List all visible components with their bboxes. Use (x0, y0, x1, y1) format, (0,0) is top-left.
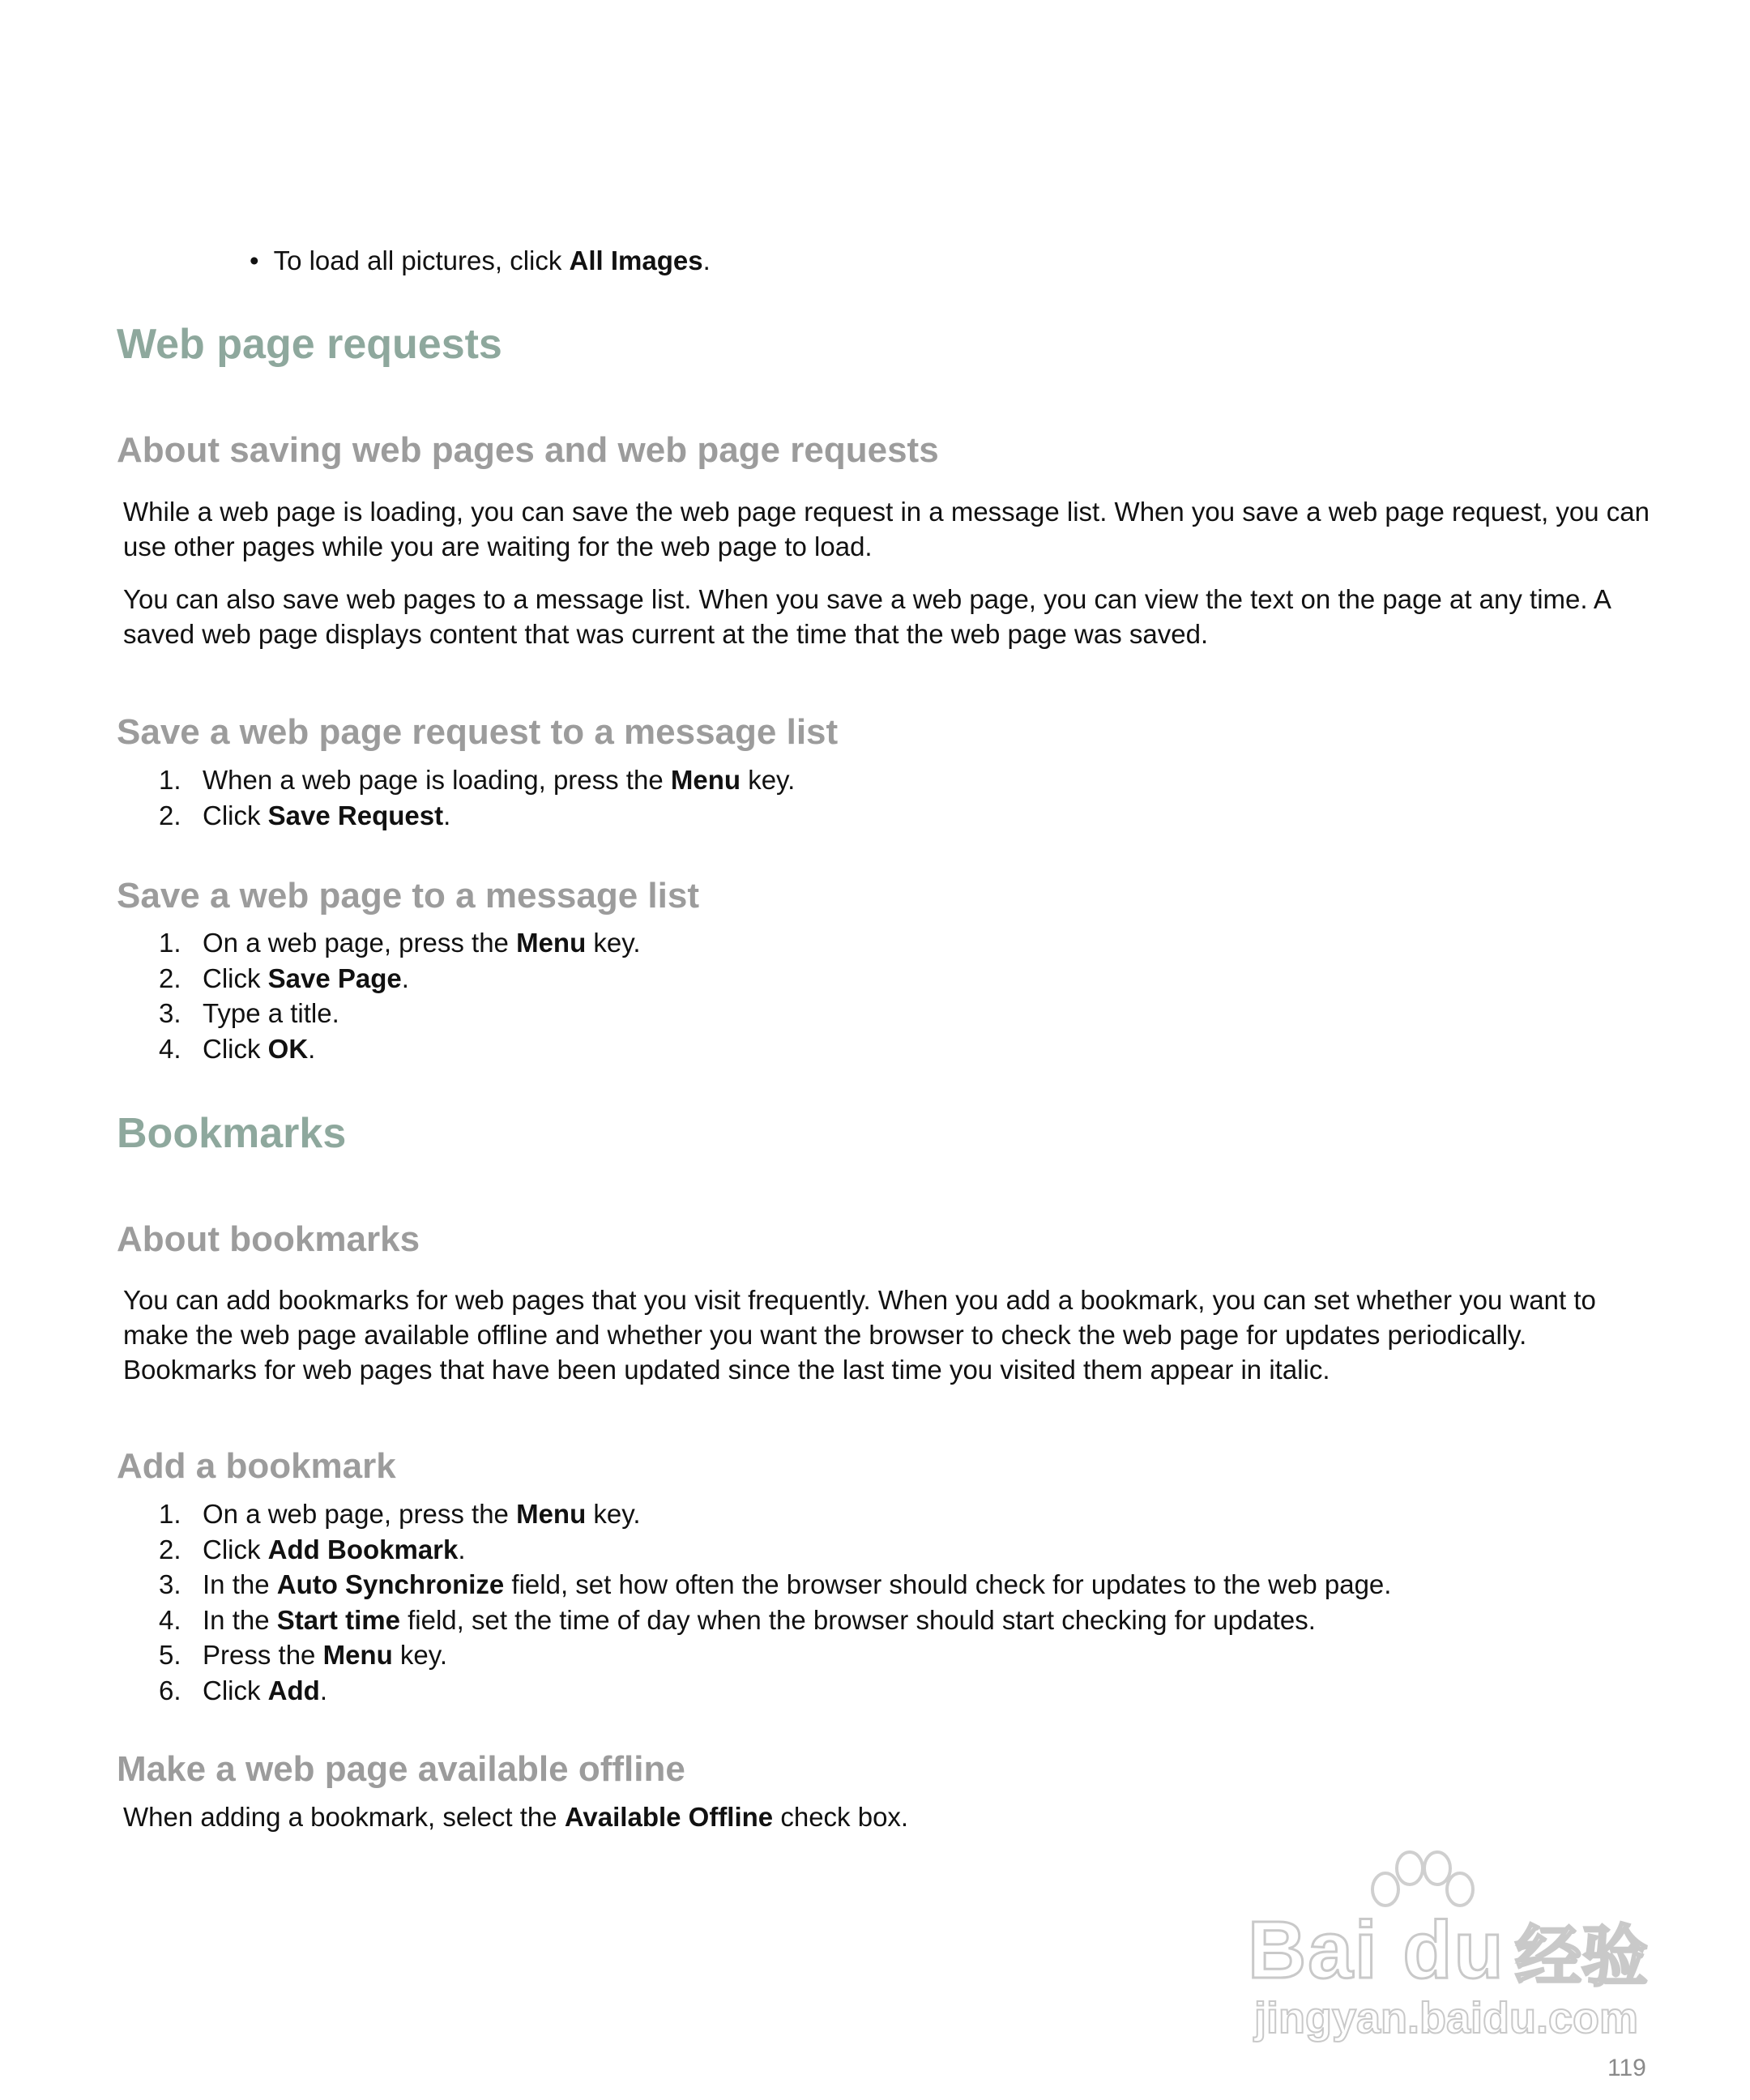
bullet-icon: • (250, 245, 259, 275)
list-item: 1. On a web page, press the Menu key. (159, 928, 641, 958)
para-about-bookmarks: You can add bookmarks for web pages that you visit frequently. When you add a bookmark, you can set whether you want to make the web page available offline and whether you want the browser to check the web page for updates periodically. Bookmarks for web pages that have been updated since the last time you visited them appear in italic. (123, 1285, 1596, 1385)
list-item: 4. In the Start time field, set the time of day when the browser should start checking for updates. (159, 1604, 1316, 1635)
list-item: 2. Click Add Bookmark. (159, 1534, 466, 1564)
para-saving-requests: While a web page is loading, you can save the web page request in a message list. When you save a web page request, you can use other pages while you are waiting for the web page to load. (123, 497, 1650, 561)
heading-add-bookmark: Add a bookmark (117, 1446, 396, 1486)
heading-web-page-requests: Web page requests (117, 321, 502, 368)
watermark-brand: Bai du (1248, 1905, 1505, 1995)
list-item: 3. Type a title. (159, 998, 339, 1028)
watermark-cn: 经验 (1515, 1920, 1649, 1994)
list-item: 6. Click Add. (159, 1675, 327, 1705)
heading-available-offline: Make a web page available offline (117, 1749, 685, 1789)
list-item: 1. When a web page is loading, press the Menu key. (159, 765, 796, 795)
steps-save-request (159, 762, 795, 833)
heading-save-request: Save a web page request to a message list (117, 712, 839, 752)
list-item: 1. On a web page, press the Menu key. (159, 1499, 641, 1529)
list-item: 4. Click OK. (159, 1033, 316, 1064)
heading-about-saving: About saving web pages and web page requests (117, 430, 939, 470)
list-item: 2. Click Save Page. (159, 962, 409, 993)
heading-about-bookmarks: About bookmarks (117, 1219, 420, 1259)
page-number: 119 (1607, 2055, 1646, 2081)
steps-add-bookmark (159, 1496, 1391, 1708)
list-item: 2. Click Save Request. (159, 800, 451, 830)
list-item: 3. In the Auto Synchronize field, set how often the browser should check for updates to the web page. (159, 1569, 1392, 1599)
heading-bookmarks: Bookmarks (117, 1110, 347, 1157)
list-item: 5. Press the Menu key. (159, 1640, 447, 1670)
bullet-load-images: • To load all pictures, click All Images. (250, 241, 711, 280)
para-saving-pages: You can also save web pages to a message list. When you save a web page, you can view the text on the page at any time. A saved web page displays content that was current at the time that the web page was saved. (123, 584, 1611, 649)
para-available-offline: When adding a bookmark, select the Available Offline check box. (123, 1802, 909, 1832)
watermark-url: jingyan.baidu.com (1254, 1994, 1639, 2042)
steps-save-page (159, 925, 641, 1066)
heading-save-page: Save a web page to a message list (117, 876, 699, 916)
baidu-jingyan-watermark (1248, 1847, 1669, 2042)
